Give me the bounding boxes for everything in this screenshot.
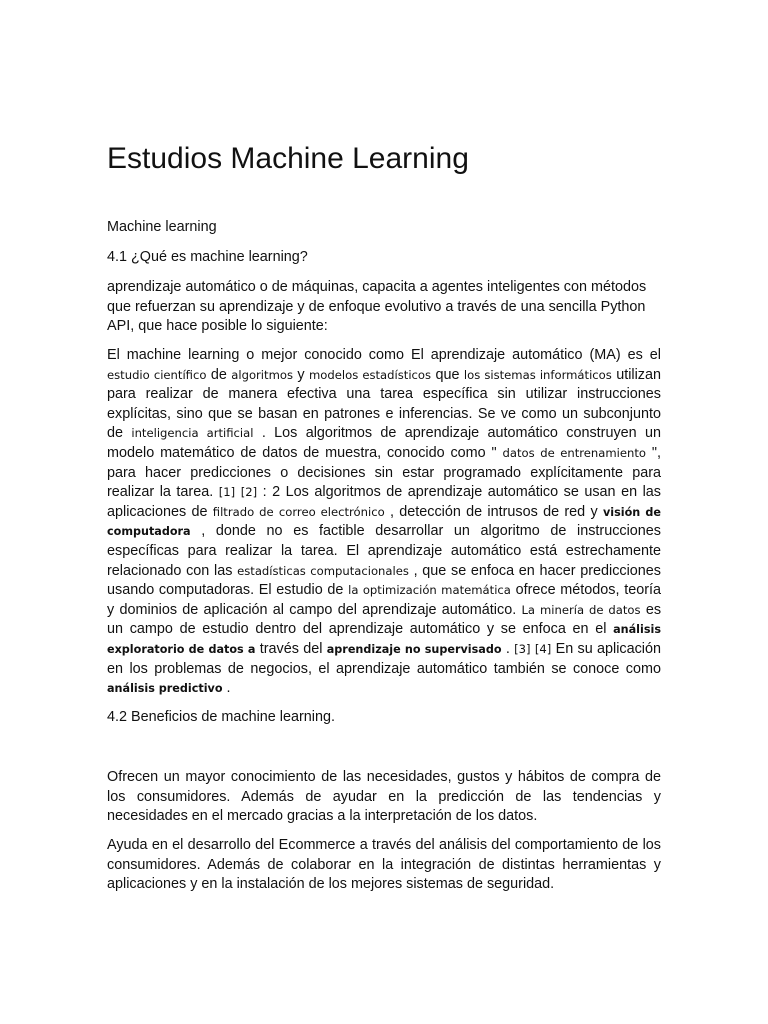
body-text: es un campo de estudio dentro del aprendizaje automático y se enfoca en el xyxy=(107,601,662,638)
body-text: de xyxy=(206,366,232,383)
link-sistemas-informaticos[interactable]: los sistemas informáticos xyxy=(463,367,612,382)
body-text: , donde no es factible desarrollar un algoritmo de instrucciones específicas para realizar la tarea. El aprendizaje automático está estrechamente relacionado con las xyxy=(107,523,661,579)
body-text: , que se enfoca en hacer predicciones usando computadoras. El estudio de xyxy=(107,562,662,599)
reference-4[interactable]: [4] xyxy=(534,641,552,656)
body-text: ", para hacer predicciones o decisiones sin estar programado explícitamente para realizar la tarea. xyxy=(107,444,662,501)
body-text: y xyxy=(293,366,310,383)
body-text: utilizan para realizar de manera efectiva una tarea específica sin utilizar instrucciones explícitas, sino que se basan en patrones e inferencias. Se ve como un subconjunto de xyxy=(107,366,662,442)
link-inteligencia-artificial[interactable]: inteligencia artificial xyxy=(131,426,254,441)
body-text: . Los algoritmos de aprendizaje automático construyen un modelo matemático de datos de muestra, conocido como " xyxy=(107,425,661,461)
reference-1[interactable]: [1] xyxy=(218,485,236,500)
section-label: Machine learning xyxy=(107,219,217,235)
link-vision-de-computadora[interactable]: visión de computadora xyxy=(107,505,661,539)
link-analisis-predictivo[interactable]: análisis predictivo xyxy=(107,682,223,696)
link-analisis-exploratorio[interactable]: análisis exploratorio de datos a xyxy=(107,623,661,656)
body-text: : 2 Los algoritmos de aprendizaje automático se usan en las aplicaciones de xyxy=(107,484,661,520)
link-optimizacion-matematica[interactable]: la optimización matemática xyxy=(348,583,511,598)
document-title: Estudios Machine Learning xyxy=(107,142,469,175)
link-filtrado[interactable]: filtrado de xyxy=(212,504,274,519)
link-mineria-de-datos[interactable]: La minería de datos xyxy=(521,602,641,617)
body-text: que xyxy=(431,366,464,383)
link-datos-de-entrenamiento[interactable]: datos de entrenamiento xyxy=(502,445,647,460)
section-heading-4-1: 4.1 ¿Qué es machine learning? xyxy=(107,249,308,265)
link-estadisticas-computacionales[interactable]: estadísticas computacionales xyxy=(237,563,409,578)
link-estudio-cientifico[interactable]: estudio científico xyxy=(107,367,207,382)
link-modelos-estadisticos[interactable]: modelos estadísticos xyxy=(309,367,432,382)
link-correo-electronico[interactable]: correo electrónico xyxy=(278,504,385,519)
benefit-paragraph-1: Ofrecen un mayor conocimiento de las necesidades, gustos y hábitos de compra de los consumidores. Además de ayudar en la predicción de las tendencias y necesidades en el mercado gracias a la interpretación de los datos. xyxy=(107,769,661,825)
body-text: . xyxy=(501,640,515,657)
body-text: ofrece métodos, teoría y dominios de aplicación al campo del aprendizaje automático. xyxy=(107,582,661,618)
body-text: El machine learning o mejor conocido como El aprendizaje automático (MA) es el xyxy=(107,347,661,363)
body-text: través del xyxy=(255,640,327,657)
reference-2[interactable]: [2] xyxy=(240,485,258,500)
definition-paragraph xyxy=(107,346,661,699)
benefit-paragraph-2: Ayuda en el desarrollo del Ecommerce a través del análisis del comportamiento de los consumidores. Además de colaborar en la integración de distintas herramientas y aplicaciones y en la instalación de los mejores sistemas de seguridad. xyxy=(107,837,661,893)
body-text: En su aplicación en los problemas de negocios, el aprendizaje automático también se conoce como xyxy=(107,640,662,677)
body-text: , detección de intrusos de red y xyxy=(384,503,603,520)
body-text: . xyxy=(222,680,231,697)
link-aprendizaje-no-supervisado[interactable]: aprendizaje no supervisado xyxy=(326,642,502,656)
section-heading-4-2: 4.2 Beneficios de machine learning. xyxy=(107,709,335,725)
link-algoritmos[interactable]: algoritmos xyxy=(231,367,294,382)
reference-3[interactable]: [3] xyxy=(514,641,531,656)
intro-paragraph: aprendizaje automático o de máquinas, capacita a agentes inteligentes con métodos que refuerzan su aprendizaje y de enfoque evolutivo a través de una sencilla Python API, que hace posible lo siguiente: xyxy=(107,279,647,335)
